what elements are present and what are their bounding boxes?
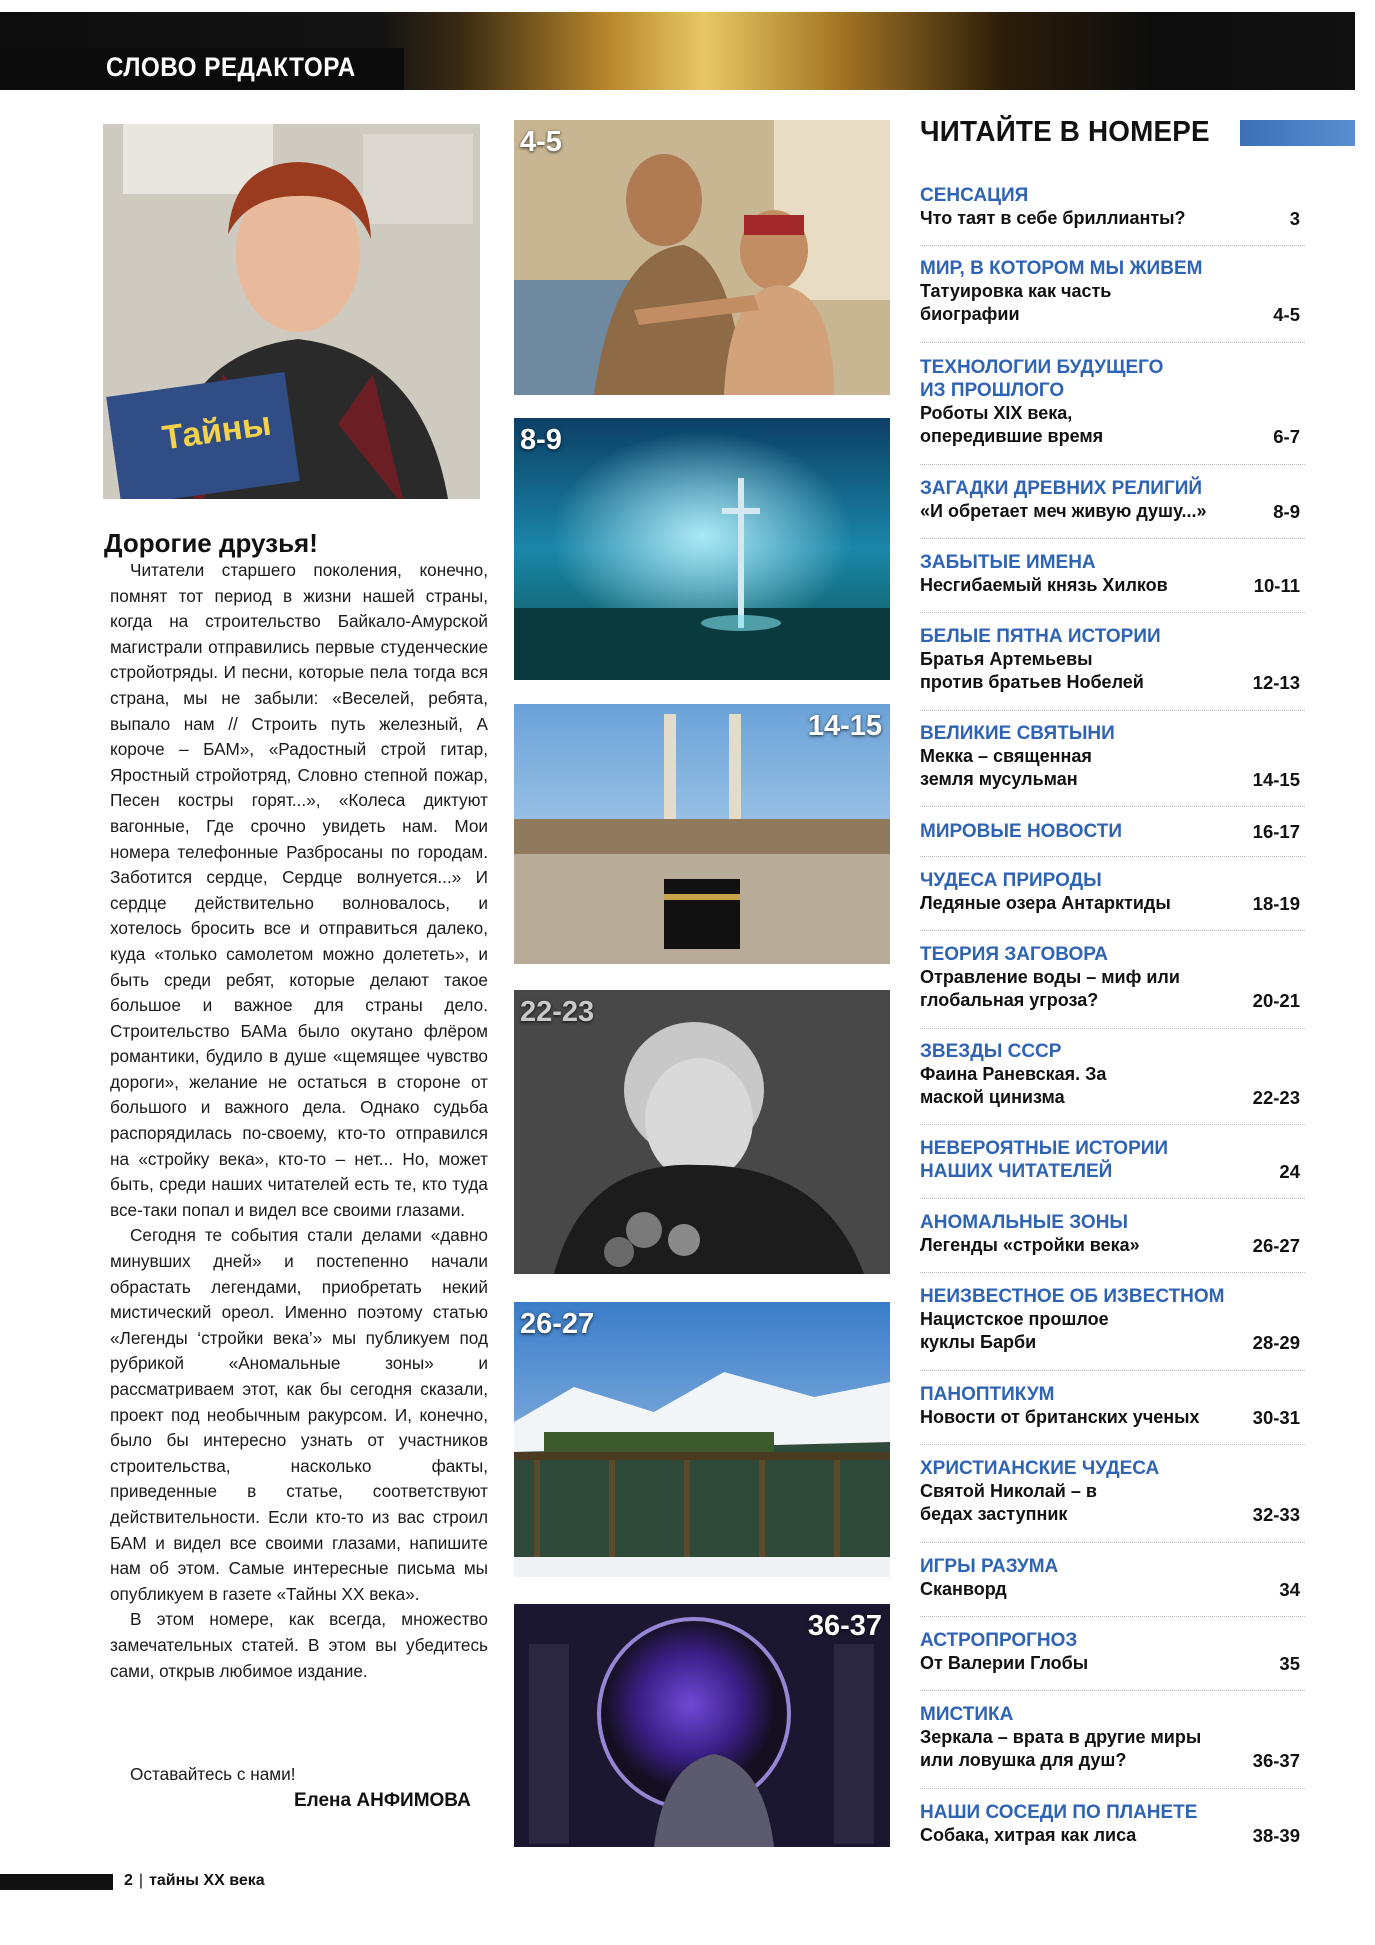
toc-item[interactable] xyxy=(920,1383,1300,1429)
thumbnail-pages: 36-37 xyxy=(807,1610,882,1642)
toc-page: 14-15 xyxy=(1252,769,1300,790)
toc-section: МИСТИКА xyxy=(920,1704,1014,1725)
toc-page: 22-23 xyxy=(1252,1087,1300,1108)
toc-divider xyxy=(920,856,1305,857)
signature: Елена АНФИМОВА xyxy=(294,1790,471,1811)
toc-item[interactable] xyxy=(920,477,1300,523)
toc-item[interactable] xyxy=(920,943,1300,1012)
greeting: Дорогие друзья! xyxy=(104,528,318,558)
editor-photo xyxy=(103,124,480,499)
toc-section: НЕИЗВЕСТНОЕ ОБ ИЗВЕСТНОМ xyxy=(920,1286,1225,1307)
toc-page: 6-7 xyxy=(1273,426,1300,447)
toc-article-title: «И обретает меч живую душу...» xyxy=(920,501,1207,521)
toc-section: ИГРЫ РАЗУМА xyxy=(920,1556,1059,1577)
toc-divider xyxy=(920,538,1305,539)
toc-article-title: Татуировка как часть биографии xyxy=(920,281,1112,324)
toc-item[interactable] xyxy=(920,257,1300,326)
header-band xyxy=(0,12,1355,90)
toc-item[interactable] xyxy=(920,722,1300,791)
toc-item[interactable] xyxy=(920,625,1300,694)
toc-section: БЕЛЫЕ ПЯТНА ИСТОРИИ xyxy=(920,626,1161,647)
toc-divider xyxy=(920,1272,1305,1273)
toc-article-title: Мекка – священная земля мусульман xyxy=(920,746,1092,789)
toc-page: 24 xyxy=(1279,1161,1300,1182)
toc-article-title: Роботы XIX века, опередившие время xyxy=(920,403,1104,446)
toc-article-title: Новости от британских ученых xyxy=(920,1407,1200,1427)
thumbnail-pages: 4-5 xyxy=(520,126,562,158)
toc-divider xyxy=(920,1198,1305,1199)
toc-divider xyxy=(920,1124,1305,1125)
toc-page: 28-29 xyxy=(1252,1332,1300,1353)
toc-page: 30-31 xyxy=(1252,1407,1300,1428)
toc-divider xyxy=(920,1690,1305,1691)
toc-page: 34 xyxy=(1279,1579,1300,1600)
toc-item[interactable] xyxy=(920,1457,1300,1526)
svg-text:Тайны: Тайны xyxy=(159,404,274,458)
toc-section: ПАНОПТИКУМ xyxy=(920,1384,1055,1405)
toc-item[interactable] xyxy=(920,1801,1300,1847)
toc-section: ЗАГАДКИ ДРЕВНИХ РЕЛИГИЙ xyxy=(920,478,1203,499)
toc-item[interactable] xyxy=(920,1629,1300,1675)
toc-article-title: От Валерии Глобы xyxy=(920,1653,1089,1673)
toc-divider xyxy=(920,342,1305,343)
toc-section: ТЕОРИЯ ЗАГОВОРА xyxy=(920,944,1108,965)
toc-section: МИРОВЫЕ НОВОСТИ xyxy=(920,821,1122,842)
thumbnail-pages: 14-15 xyxy=(807,710,882,742)
toc-page: 35 xyxy=(1279,1653,1300,1674)
footer-separator: | xyxy=(138,1872,144,1889)
toc-page: 4-5 xyxy=(1273,304,1300,325)
toc-divider xyxy=(920,245,1305,246)
toc-page: 3 xyxy=(1289,208,1300,229)
page-number: 2 xyxy=(124,1872,133,1889)
toc-section: ЧУДЕСА ПРИРОДЫ xyxy=(920,870,1102,891)
toc-page: 38-39 xyxy=(1252,1825,1300,1846)
toc-item[interactable] xyxy=(920,551,1300,597)
toc-page: 18-19 xyxy=(1252,893,1300,914)
toc-title: ЧИТАЙТЕ В НОМЕРЕ xyxy=(920,116,1210,148)
toc-section: ВЕЛИКИЕ СВЯТЫНИ xyxy=(920,723,1115,744)
title-bar xyxy=(0,54,102,82)
toc-divider xyxy=(920,710,1305,711)
thumbnail-pages: 26-27 xyxy=(520,1308,595,1340)
toc-item[interactable] xyxy=(920,1703,1300,1772)
toc-divider xyxy=(920,1788,1305,1789)
toc-article-title: Нацистское прошлое куклы Барби xyxy=(920,1309,1109,1352)
toc-article-title: Что таят в себе бриллианты? xyxy=(920,208,1186,228)
toc-section: ТЕХНОЛОГИИ БУДУЩЕГО ИЗ ПРОШЛОГО xyxy=(920,357,1164,401)
toc-divider xyxy=(920,1616,1305,1617)
thumbnail-sword[interactable] xyxy=(514,418,890,680)
toc-item[interactable] xyxy=(920,1137,1300,1183)
footer-bar xyxy=(0,1874,113,1890)
section-title-text: СЛОВО РЕДАКТОРА xyxy=(106,52,357,82)
toc-divider xyxy=(920,1542,1305,1543)
signoff: Оставайтесь с нами! xyxy=(130,1764,296,1784)
toc-article-title: Святой Николай – в бедах заступник xyxy=(920,1481,1097,1524)
toc-article-title: Собака, хитрая как лиса xyxy=(920,1825,1137,1845)
toc-divider xyxy=(920,612,1305,613)
letter-paragraph: В этом номере, как всегда, множество замечательных статей. В этом вы убедитесь сами, открыв любимое издание. xyxy=(110,1609,488,1681)
toc-section: СЕНСАЦИЯ xyxy=(920,185,1029,206)
thumbnail-mirror-portal[interactable] xyxy=(514,1604,890,1847)
toc-section: АНОМАЛЬНЫЕ ЗОНЫ xyxy=(920,1212,1129,1233)
thumbnail-portrait[interactable] xyxy=(514,990,890,1274)
toc-article-title: Несгибаемый князь Хилков xyxy=(920,575,1168,595)
toc-divider xyxy=(920,1370,1305,1371)
toc-item[interactable] xyxy=(920,869,1300,915)
publication-name: тайны XX века xyxy=(149,1872,265,1889)
toc-article-title: Отравление воды – миф или глобальная угроза? xyxy=(920,967,1180,1010)
toc-page: 36-37 xyxy=(1252,1750,1300,1771)
toc-item[interactable] xyxy=(920,184,1300,230)
toc-item[interactable] xyxy=(920,1040,1300,1109)
letter-paragraph: Читатели старшего поколения, конечно, помнят тот период в жизни нашей страны, когда на строительство Байкало-Амурской магистрали отправились первые студенческие стройотряды. И песни, которые пела тогда вся страна, мы не забыли: «Веселей, ребята, выпало нам // Строить путь железный, А короче – БАМ», «Радостный строй гитар, Яростный стройотряд, Словно степной пожар, Песен костры горят...», «Колеса диктуют вагонные, Где срочно увидеть нам. Мои номера телефонные Разбросаны по городам. Заботится сердце, Сердце волнуется...» И сердце действительно волновалось, и хотелось бросить все и отправиться далеко, куда «только самолетом можно долететь», и быть среди ребят, которые делают такое большое и важное для страны дело. Строительство БАМа было окутано флёром романтики, будило в душе «щемящее чувство дороги», желание не остаться в стороне от большого и важного дела. Однако судьба распорядилась по-своему, кто-то отправился на «стройку века», кто-то – нет... Но, может быть, среди наших читателей есть те, кто туда все-таки попал и видел все своими глазами. xyxy=(110,560,488,1220)
toc-article-title: Сканворд xyxy=(920,1579,1007,1599)
toc-page: 32-33 xyxy=(1252,1504,1300,1525)
toc-divider xyxy=(920,464,1305,465)
toc-page: 10-11 xyxy=(1253,575,1300,596)
thumbnail-pages: 8-9 xyxy=(520,424,562,456)
toc-item[interactable] xyxy=(920,1555,1300,1601)
toc-page: 16-17 xyxy=(1252,821,1300,842)
toc-page: 12-13 xyxy=(1252,672,1300,693)
toc-article-title: Ледяные озера Антарктиды xyxy=(920,893,1171,913)
toc-section: ЗАБЫТЫЕ ИМЕНА xyxy=(920,552,1096,573)
toc-article-title: Легенды «стройки века» xyxy=(920,1235,1140,1255)
toc-item[interactable] xyxy=(920,820,1300,843)
thumbnail-tattoo[interactable] xyxy=(514,120,890,395)
toc-item[interactable] xyxy=(920,1285,1300,1354)
toc-section: АСТРОПРОГНОЗ xyxy=(920,1630,1078,1651)
toc-article-title: Зеркала – врата в другие миры или ловушка для душ? xyxy=(920,1727,1202,1770)
toc-section: ХРИСТИАНСКИЕ ЧУДЕСА xyxy=(920,1458,1160,1479)
thumbnail-mecca[interactable] xyxy=(514,704,890,964)
toc-divider xyxy=(920,806,1305,807)
toc-section: НЕВЕРОЯТНЫЕ ИСТОРИИ НАШИХ ЧИТАТЕЛЕЙ xyxy=(920,1138,1169,1182)
section-title xyxy=(0,48,404,90)
toc-divider xyxy=(920,930,1305,931)
letter-paragraph: Сегодня те события стали делами «давно минувших дней» и постепенно начали обрастать легендами, приобретать некий мистический ореол. Именно поэтому статью «Легенды ‘стройки века’» мы публикуем под рубрикой «Аномальные зоны» и рассматриваем этот, как бы сегодня сказали, проект под необычным ракурсом. И, конечно, было бы интересно узнать от участников строительства, насколько факты, приведенные в статье, соответствуют действительности. Если кто-то из вас строил БАМ и видел все своими глазами, напишите нам об этом. Самые интересные письма мы опубликуем в газете «Тайны XX века». xyxy=(110,1225,488,1604)
toc-item[interactable] xyxy=(920,1211,1300,1257)
thumbnail-pages: 22-23 xyxy=(520,996,595,1028)
toc-title-bar xyxy=(1240,120,1355,146)
toc-article-title: Фаина Раневская. За маской цинизма xyxy=(920,1064,1107,1107)
toc-divider xyxy=(920,1444,1305,1445)
toc-divider xyxy=(920,1028,1305,1029)
toc-article-title: Братья Артемьевы против братьев Нобелей xyxy=(920,649,1144,692)
toc-item[interactable] xyxy=(920,356,1300,448)
toc-section: НАШИ СОСЕДИ ПО ПЛАНЕТЕ xyxy=(920,1802,1198,1823)
editorial-letter xyxy=(110,558,488,1684)
footer xyxy=(124,1872,265,1890)
toc-section: МИР, В КОТОРОМ МЫ ЖИВЕМ xyxy=(920,258,1203,279)
toc-page: 26-27 xyxy=(1252,1235,1300,1256)
thumbnail-railway-bridge[interactable] xyxy=(514,1302,890,1577)
toc-page: 20-21 xyxy=(1252,990,1300,1011)
toc-section: ЗВЕЗДЫ СССР xyxy=(920,1041,1062,1062)
toc-page: 8-9 xyxy=(1273,501,1300,522)
